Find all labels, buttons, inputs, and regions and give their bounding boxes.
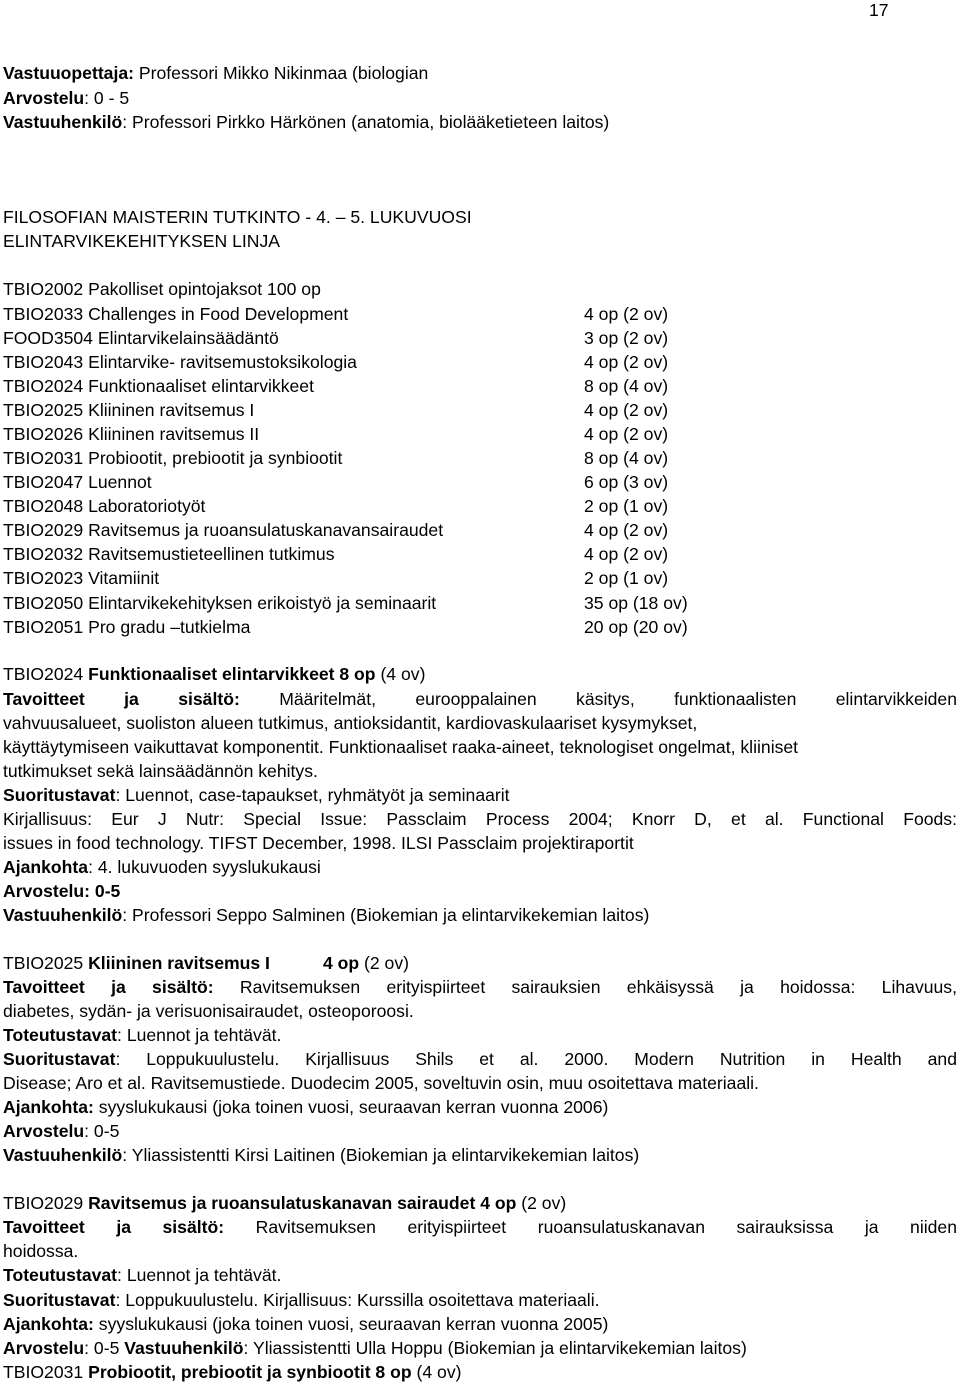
course-title: Funktionaaliset elintarvikkeet 8 op [88, 664, 376, 684]
course-2029-heading [3, 1193, 566, 1213]
course-2024-heading [3, 664, 425, 684]
course-2025-heading [3, 953, 409, 973]
tavoitteet-text: käyttäytymiseen vaikuttavat komponentit. Funktionaaliset raaka-aineet, teknologiset ongelmat, kliiniset [3, 737, 799, 757]
course-credits: 4 op (2 ov) [584, 352, 669, 372]
toteutustavat-label: Toteutustavat [3, 1265, 118, 1285]
arvostelu-line: Arvostelu: 0-5 [3, 1121, 120, 1141]
suoritustavat-label: Suoritustavat [3, 1290, 116, 1310]
tavoitteet-text: hoidossa. [3, 1241, 79, 1261]
course-ov: (4 ov) [375, 664, 426, 684]
group-heading: TBIO2002 Pakolliset opintojaksot 100 op [3, 279, 321, 299]
course-credits: 2 op (1 ov) [584, 496, 669, 516]
tavoitteet-text: vahvuusalueet, suoliston alueen tutkimus, antioksidantit, kardiovaskulaariset kysymykset, [3, 713, 698, 733]
vastuuhenkilo-label: Vastuuhenkilö [3, 905, 123, 925]
course-name: TBIO2024 Funktionaaliset elintarvikkeet [3, 376, 314, 396]
course-code: TBIO2031 [3, 1362, 89, 1382]
course-name: TBIO2031 Probiootit, prebiootit ja synbiootit [3, 448, 343, 468]
course-credits: 4 op (2 ov) [584, 424, 669, 444]
tavoitteet-label: Tavoitteet ja sisältö: [3, 689, 240, 709]
course-name: TBIO2051 Pro gradu –tutkielma [3, 617, 251, 637]
tavoitteet-line: Tavoitteet ja sisältö: Ravitsemuksen erityispiirteet sairauksien ehkäisyssä ja hoidossa: Lihavuus, [3, 977, 957, 997]
course-credits: 4 op (2 ov) [584, 400, 669, 420]
course-op: 4 op [322, 953, 360, 973]
course-name: TBIO2043 Elintarvike- ravitsemustoksikologia [3, 352, 357, 372]
toteutustavat-label: Toteutustavat [3, 1025, 118, 1045]
kirjallisuus-line: issues in food technology. TIFST December, 1998. ILSI Passclaim projektiraportit [3, 833, 634, 853]
course-title: Ravitsemus ja ruoansulatuskanavan sairaudet 4 op [88, 1193, 517, 1213]
course-credits: 20 op (20 ov) [584, 617, 688, 637]
course-ov: (2 ov) [359, 953, 409, 973]
arvostelu-label: Arvostelu [3, 881, 85, 901]
course-credits: 8 op (4 ov) [584, 376, 669, 396]
course-code: TBIO2029 [3, 1193, 89, 1213]
vastuuhenkilo-label: Vastuuhenkilö [3, 112, 123, 132]
course-title: Kliininen ravitsemus I [88, 953, 270, 973]
course-name: TBIO2050 Elintarvikekehityksen erikoistyö ja seminaarit [3, 593, 437, 613]
course-name: FOOD3504 Elintarvikelainsäädäntö [3, 328, 279, 348]
ajankohta-line: Ajankohta: syyslukukausi (joka toinen vuosi, seuraavan kerran vuonna 2006) [3, 1097, 609, 1117]
course-name: TBIO2032 Ravitsemustieteellinen tutkimus [3, 544, 335, 564]
tavoitteet-text: diabetes, sydän- ja verisuonisairaudet, osteoporoosi. [3, 1001, 414, 1021]
course-code: TBIO2025 [3, 953, 89, 973]
vastuuhenkilo-value: : Professori Pirkko Härkönen (anatomia, biolääketieteen laitos) [122, 112, 610, 132]
suoritustavat-line: Suoritustavat: Loppukuulustelu. Kirjallisuus: Kurssilla osoitettava materiaali. [3, 1290, 600, 1310]
course-name: TBIO2048 Laboratoriotyöt [3, 496, 206, 516]
arvostelu-label: Arvostelu [3, 1338, 85, 1358]
course-credits: 6 op (3 ov) [584, 472, 669, 492]
ajankohta-line: Ajankohta: 4. lukuvuoden syyslukukausi [3, 857, 321, 877]
vastuuopettaja-line [3, 63, 428, 83]
tavoitteet-line: Tavoitteet ja sisältö: Ravitsemuksen erityispiirteet ruoansulatuskanavan sairauksissa ja niiden [3, 1217, 958, 1237]
course-credits: 8 op (4 ov) [584, 448, 669, 468]
course-2031-heading [3, 1362, 461, 1382]
course-name: TBIO2026 Kliininen ravitsemus II [3, 424, 260, 444]
arvostelu-value: : 0 - 5 [84, 88, 130, 108]
tavoitteet-text: tutkimukset sekä lainsäädännön kehitys. [3, 761, 318, 781]
course-credits: 3 op (2 ov) [584, 328, 669, 348]
arvostelu-label: Arvostelu [3, 88, 85, 108]
tavoitteet-label: Tavoitteet ja sisältö: [3, 977, 214, 997]
ajankohta-label: Ajankohta: [3, 1097, 94, 1117]
course-credits: 4 op (2 ov) [584, 520, 669, 540]
course-ov: (4 ov) [411, 1362, 462, 1382]
course-name: TBIO2047 Luennot [3, 472, 152, 492]
arvostelu-vastuu-line: Arvostelu: 0-5 Vastuuhenkilö: Yliassistentti Ulla Hoppu (Biokemian ja elintarvikekemian laitos) [3, 1338, 747, 1358]
vastuuhenkilo-label: Vastuuhenkilö [3, 1145, 123, 1165]
course-credits: 2 op (1 ov) [584, 568, 669, 588]
course-code: TBIO2024 [3, 664, 89, 684]
arvostelu-line [3, 88, 129, 108]
ajankohta-label: Ajankohta [3, 857, 89, 877]
section-title: FILOSOFIAN MAISTERIN TUTKINTO - 4. – 5. LUKUVUOSI [3, 207, 472, 227]
suoritustavat-line: Suoritustavat: Loppukuulustelu. Kirjallisuus Shils et al. 2000. Modern Nutrition in Health and [3, 1049, 957, 1069]
course-credits: 4 op (2 ov) [584, 544, 669, 564]
suoritustavat-line: Suoritustavat: Luennot, case-tapaukset, ryhmätyöt ja seminaarit [3, 785, 510, 805]
vastuuopettaja-value: Professori Mikko Nikinmaa (biologian [134, 63, 429, 83]
kirjallisuus-line: Kirjallisuus: Eur J Nutr: Special Issue: Passclaim Process 2004; Knorr D, et al. Functional Foods: [3, 809, 957, 829]
vastuuhenkilo-label: Vastuuhenkilö [124, 1338, 244, 1358]
toteutustavat-line: Toteutustavat: Luennot ja tehtävät. [3, 1025, 282, 1045]
tavoitteet-line: Tavoitteet ja sisältö: Määritelmät, eurooppalainen käsitys, funktionaalisten elintarvikkeiden [3, 689, 957, 709]
vastuuopettaja-label: Vastuuopettaja: [3, 63, 134, 83]
course-credits: 4 op (2 ov) [584, 304, 669, 324]
course-title: Probiootit, prebiootit ja synbiootit 8 op [88, 1362, 412, 1382]
arvostelu-line: Arvostelu: 0-5 [3, 881, 121, 901]
ajankohta-label: Ajankohta: [3, 1314, 94, 1334]
course-name: TBIO2033 Challenges in Food Development [3, 304, 349, 324]
course-name: TBIO2029 Ravitsemus ja ruoansulatuskanavansairaudet [3, 520, 444, 540]
page-number: 17 [869, 0, 889, 20]
vastuuhenkilo-line: Vastuuhenkilö: Professori Seppo Salminen (Biokemian ja elintarvikekemian laitos) [3, 905, 650, 925]
section-subtitle: ELINTARVIKEKEHITYKSEN LINJA [3, 231, 281, 251]
course-name: TBIO2023 Vitamiinit [3, 568, 160, 588]
course-ov: (2 ov) [516, 1193, 567, 1213]
course-name: TBIO2025 Kliininen ravitsemus I [3, 400, 255, 420]
course-credits: 35 op (18 ov) [584, 593, 688, 613]
suoritustavat-text: Disease; Aro et al. Ravitsemustiede. Duodecim 2005, soveltuvin osin, muu osoitettava materiaali. [3, 1073, 759, 1093]
tavoitteet-label: Tavoitteet ja sisältö: [3, 1217, 225, 1237]
suoritustavat-label: Suoritustavat [3, 785, 116, 805]
toteutustavat-line: Toteutustavat: Luennot ja tehtävät. [3, 1265, 282, 1285]
suoritustavat-label: Suoritustavat [3, 1049, 116, 1069]
vastuuhenkilo-line: Vastuuhenkilö: Yliassistentti Kirsi Laitinen (Biokemian ja elintarvikekemian laitos) [3, 1145, 640, 1165]
arvostelu-label: Arvostelu [3, 1121, 85, 1141]
vastuuhenkilo-line [3, 112, 609, 132]
ajankohta-line: Ajankohta: syyslukukausi (joka toinen vuosi, seuraavan kerran vuonna 2005) [3, 1314, 609, 1334]
